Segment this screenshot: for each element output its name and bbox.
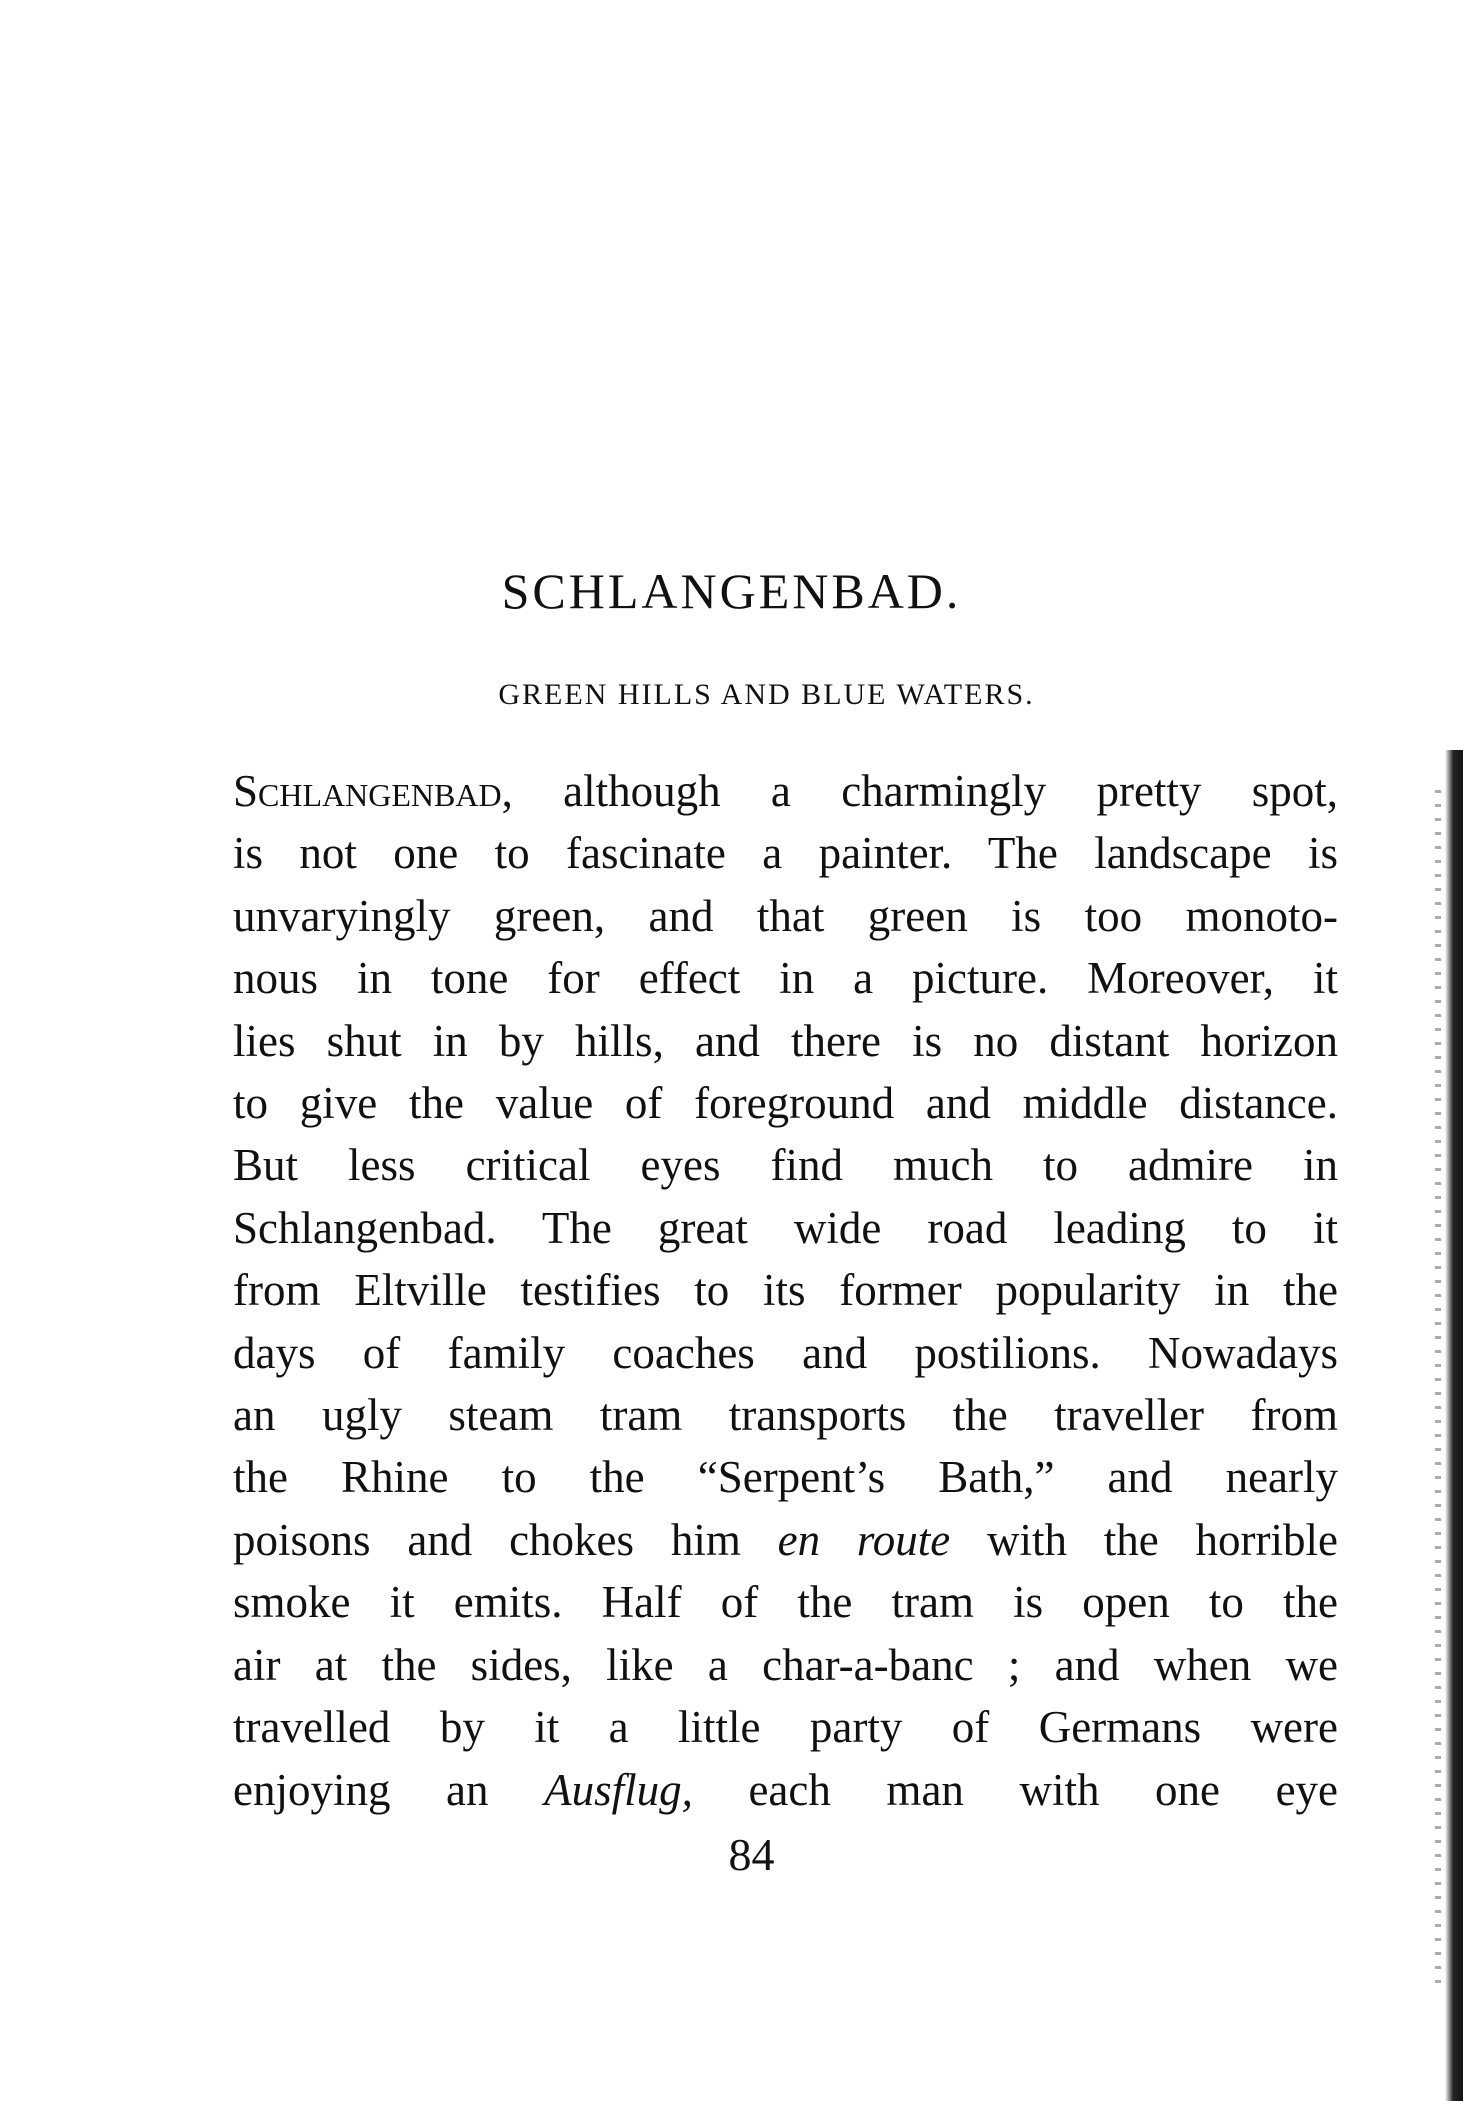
- text-line: to give the value of foreground and middle distance.: [233, 1078, 1338, 1129]
- page-number: 84: [728, 1829, 775, 1880]
- text-line: But less critical eyes find much to admire in: [233, 1140, 1338, 1191]
- text-line: [233, 1509, 1338, 1571]
- text-line: from Eltville testifies to its former popularity in the: [233, 1265, 1338, 1316]
- text-line: Schlangenbad. The great wide road leading to it: [233, 1202, 1338, 1253]
- text-line: smoke it emits. Half of the tram is open to the: [233, 1577, 1338, 1628]
- text-line: travelled by it a little party of Germans were: [233, 1702, 1338, 1753]
- text-line: the Rhine to the “Serpent’s Bath,” and nearly: [233, 1452, 1338, 1503]
- text-line: is not one to fascinate a painter. The landscape is: [233, 828, 1338, 879]
- text-line: [233, 1759, 1338, 1821]
- text-line-rest: , although a charmingly pretty spot,: [501, 766, 1338, 816]
- chapter-subtitle: GREEN HILLS AND BLUE WATERS.: [498, 678, 1035, 711]
- text-line: lies shut in by hills, and there is no distant horizon: [233, 1015, 1338, 1066]
- text-line: nous in tone for effect in a picture. Moreover, it: [233, 953, 1338, 1004]
- line-part: each man with one eye: [748, 1764, 1339, 1815]
- chapter-title: SCHLANGENBAD.: [501, 563, 962, 619]
- text-line: an ugly steam tram transports the traveller from: [233, 1390, 1338, 1441]
- line-part: with the horrible: [987, 1514, 1339, 1565]
- lead-word: Schlangenbad: [233, 766, 502, 816]
- italic-phrase: en route: [777, 1514, 951, 1565]
- italic-word: Ausflug,: [544, 1764, 693, 1815]
- text-line: unvaryingly green, and that green is too monoto-: [233, 890, 1338, 941]
- text-line: [233, 760, 1338, 822]
- body-paragraph: [233, 760, 1338, 1821]
- text-line: air at the sides, like a char-a-banc ; and when we: [233, 1639, 1338, 1690]
- page-edge-shadow: [1445, 750, 1463, 2101]
- text-line: days of family coaches and postilions. Nowadays: [233, 1327, 1338, 1378]
- line-part: enjoying an: [233, 1764, 489, 1815]
- line-part: poisons and chokes him: [233, 1514, 741, 1565]
